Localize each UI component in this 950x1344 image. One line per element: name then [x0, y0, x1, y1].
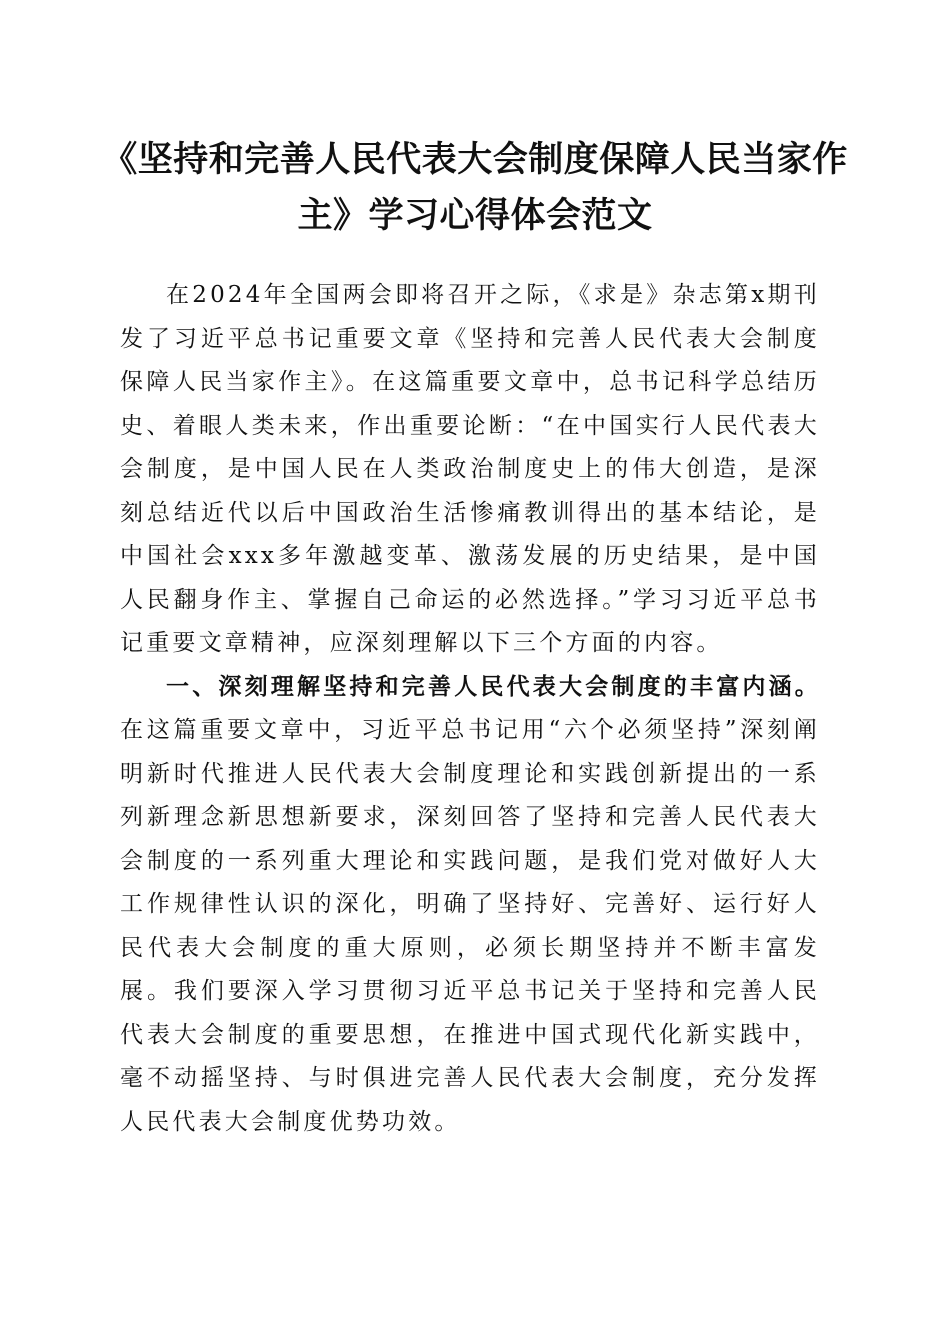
document-body [120, 274, 820, 1144]
intro-paragraph: 在2024年全国两会即将召开之际，《求是》杂志第x期刊发了习近平总书记重要文章《坚持和完善人民代表大会制度保障人民当家作主》。在这篇重要文章中，总书记科学总结历史、着眼人类未来，作出重要论断：“在中国实行人民代表大会制度，是中国人民在人类政治制度史上的伟大创造，是深刻总结近代以后中国政治生活惨痛教训得出的基本结论，是中国社会xxx多年激越变革、激荡发展的历史结果，是中国人民翻身作主、掌握自己命运的必然选择。”学习习近平总书记重要文章精神，应深刻理解以下三个方面的内容。 [120, 282, 820, 656]
section-one-heading: 一、深刻理解坚持和完善人民代表大会制度的丰富内涵。 [166, 673, 820, 700]
section-one-text: 在这篇重要文章中，习近平总书记用“六个必须坚持”深刻阐明新时代推进人民代表大会制度理论和实践创新提出的一系列新理念新思想新要求，深刻回答了坚持和完善人民代表大会制度的一系列重大理论和实践问题，是我们党对做好人大工作规律性认识的深化，明确了坚持好、完善好、运行好人民代表大会制度的重大原则，必须长期坚持并不断丰富发展。我们要深入学习贯彻习近平总书记关于坚持和完善人民代表大会制度的重要思想，在推进中国式现代化新实践中，毫不动摇坚持、与时俱进完善人民代表大会制度，充分发挥人民代表大会制度优势功效。 [120, 717, 820, 1135]
section-one-paragraph [120, 666, 820, 1145]
document-title: 《坚持和完善人民代表大会制度保障人民当家作主》学习心得体会范文 [102, 139, 848, 236]
